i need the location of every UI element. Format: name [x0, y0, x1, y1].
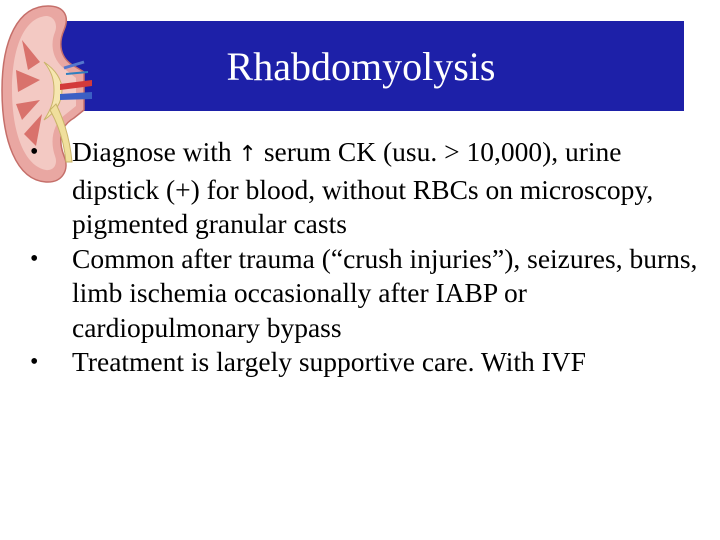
bullet-text: Common after trauma (“crush injuries”), seizures, burns, limb ischemia occasionally after IABP or cardiopulmonary bypass — [72, 242, 698, 343]
bullet-item — [30, 345, 710, 380]
bullet-marker: • — [30, 349, 39, 375]
bullet-marker: • — [30, 245, 39, 272]
up-arrow-icon: ↑ — [238, 142, 257, 167]
bullet-list — [30, 135, 710, 380]
bullet-text: Treatment is largely supportive care. With IVF — [72, 346, 586, 377]
bullet-text-part: serum CK (usu. > 10,000), urine dipstick (+) for blood, without RBCs on microscopy, pigmented granular casts — [72, 136, 654, 239]
bullet-text-part: Diagnose with — [72, 136, 239, 167]
slide-title: Rhabdomyolysis — [226, 43, 496, 89]
bullet-marker: • — [30, 139, 39, 165]
bullet-item — [30, 135, 710, 242]
bullet-item — [30, 242, 710, 346]
